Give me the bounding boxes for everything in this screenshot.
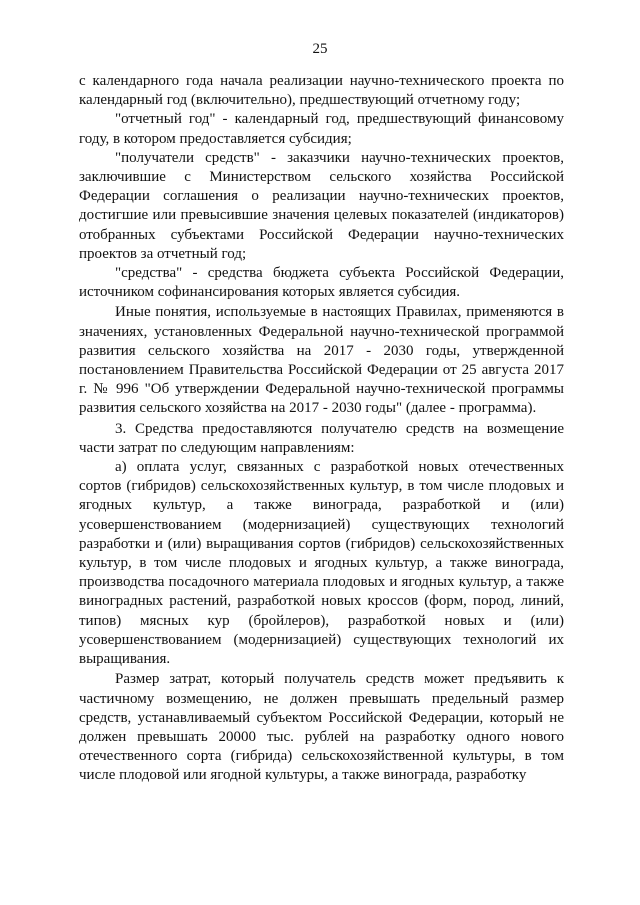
paragraph-definition-recipients: "получатели средств" - заказчики научно-технических проектов, заключившие с Министерством сельского хозяйства Российской Федерации соглашения о реализации научно-технических проектов, достигшие или превысившие значения целевых показателей (индикаторов) отобранных субъектами Российской Федерации научно-технических проектов за отчетный год; xyxy=(79,149,564,262)
paragraph-reporting-period-end: с календарного года начала реализации научно-технического проекта по календарный год (включительно), предшествующий отчетному году; xyxy=(79,73,564,109)
document-body xyxy=(79,72,564,786)
paragraph-other-concepts: Иные понятия, используемые в настоящих Правилах, применяются в значениях, установленных Федеральной научно-технической программой развития сельского хозяйства на 2017 - 2030 годы, утвержденной постановлением Правительства Российской Федерации от 25 августа 2017 г. № 996 "Об утверждении Федеральной научно-технической программы развития сельского хозяйства на 2017 - 2030 годы" (далее - программа). xyxy=(79,304,564,417)
paragraph-clause-3a: а) оплата услуг, связанных с разработкой новых отечественных сортов (гибридов) сельскохозяйственных культур, в том числе плодовых и ягодных культур, а также винограда, разработкой и (или) усовершенствованием (модернизацией) существующих технологий разработки и (или) выращивания сортов (гибридов) сельскохозяйственных культур, в том числе плодовых и ягодных культур, а также винограда, производства посадочного материала плодовых и ягодных культур, а также виноградных растений, разработкой новых кроссов (форм, пород, линий, типов) мясных кур (бройлеров), разработкой новых и (или) усовершенствованием (модернизацией) существующих технологий их выращивания. xyxy=(79,459,564,668)
page-number: 25 xyxy=(312,41,328,57)
paragraph-clause-3: 3. Средства предоставляются получателю средств на возмещение части затрат по следующим направлениям: xyxy=(79,420,564,456)
paragraph-definition-funds: "средства" - средства бюджета субъекта Российской Федерации, источником софинансирования которых является субсидия. xyxy=(79,265,564,301)
paragraph-cost-limit: Размер затрат, который получатель средств может предъявить к частичному возмещению, не должен превышать предельный размер средств, устанавливаемый субъектом Российской Федерации, который не должен превышать 20000 тыс. рублей на разработку одного нового отечественного сорта (гибрида) сельскохозяйственной культуры, в том числе плодовой или ягодной культуры, а также винограда, разработку xyxy=(79,671,564,784)
paragraph-definition-reporting-year: "отчетный год" - календарный год, предшествующий финансовому году, в котором предоставляется субсидия; xyxy=(79,111,564,147)
